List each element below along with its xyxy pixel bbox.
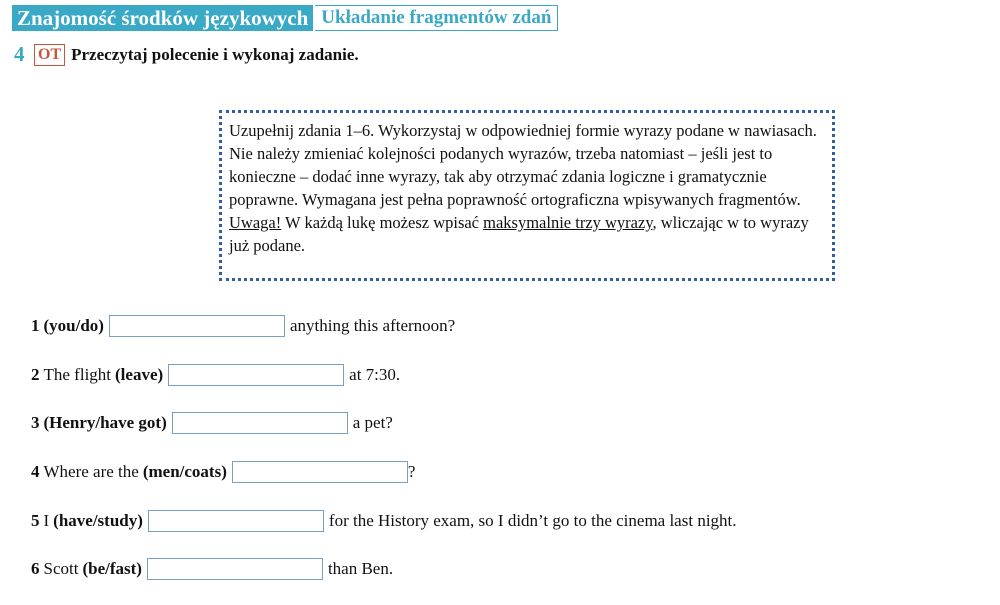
instruction-limit: maksymalnie trzy wyrazy [483,213,653,232]
item-text-before: The flight [43,365,112,384]
instruction-text-1: Uzupełnij zdania 1–6. Wykorzystaj w odpowiedniej formie wyrazy podane w nawiasach. Nie należy zmieniać kolejności podanych wyrazów, trzeba natomiast – jeśli jest to konieczne – dodać inne wyrazy, tak aby otrzymać zdania logiczne i gramatycznie poprawne. Wymagana jest pełna poprawność ortograficzna wpisywanych fragmentów. [229,121,817,209]
section-header [12,5,558,31]
sentence-item-5 [31,510,737,532]
answer-input-3[interactable] [172,412,348,434]
task-heading [14,42,359,67]
answer-input-5[interactable] [148,510,324,532]
item-text-before: Where are the [43,462,139,481]
answer-input-2[interactable] [168,364,344,386]
item-text-after: ? [407,462,416,481]
item-text-after: a pet? [352,413,393,432]
task-instruction: Przeczytaj polecenie i wykonaj zadanie. [71,44,359,64]
item-text-before: Scott [43,559,79,578]
item-text-after: for the History exam, so I didn’t go to the cinema last night. [328,511,737,530]
item-number: 4 [31,462,40,481]
item-prompt-words: (leave) [115,365,164,384]
sentence-item-2 [31,364,400,386]
instruction-text-2: W każdą lukę możesz wpisać [281,213,484,232]
item-number: 2 [31,365,40,384]
task-type-badge: OT [34,44,65,66]
item-number: 3 [31,413,40,432]
item-prompt-words: (have/study) [53,511,143,530]
item-text-after: at 7:30. [349,365,401,384]
sentence-item-3 [31,412,393,434]
item-number: 6 [31,559,40,578]
answer-input-1[interactable] [109,315,285,337]
item-number: 5 [31,511,40,530]
instruction-uwaga: Uwaga! [229,213,282,232]
instruction-text-3: , wliczając w to wyrazy już podane. [229,213,809,255]
item-text-before: I [43,511,50,530]
instruction-box [219,110,835,281]
item-prompt-words: (be/fast) [82,559,142,578]
item-prompt-words: (men/coats) [142,462,227,481]
subsection-title: Układanie fragmentów zdań [315,5,558,31]
item-text-after: than Ben. [327,559,394,578]
item-number: 1 [31,316,40,335]
sentence-item-1 [31,315,455,337]
sentence-item-4 [31,461,415,483]
section-title: Znajomość środków językowych [12,5,313,31]
task-number: 4 [14,42,25,66]
item-text-after: anything this afternoon? [289,316,456,335]
item-prompt-words: (you/do) [43,316,104,335]
sentence-item-6 [31,558,393,580]
item-prompt-words: (Henry/have got) [43,413,167,432]
answer-input-6[interactable] [147,558,323,580]
answer-input-4[interactable] [232,461,408,483]
